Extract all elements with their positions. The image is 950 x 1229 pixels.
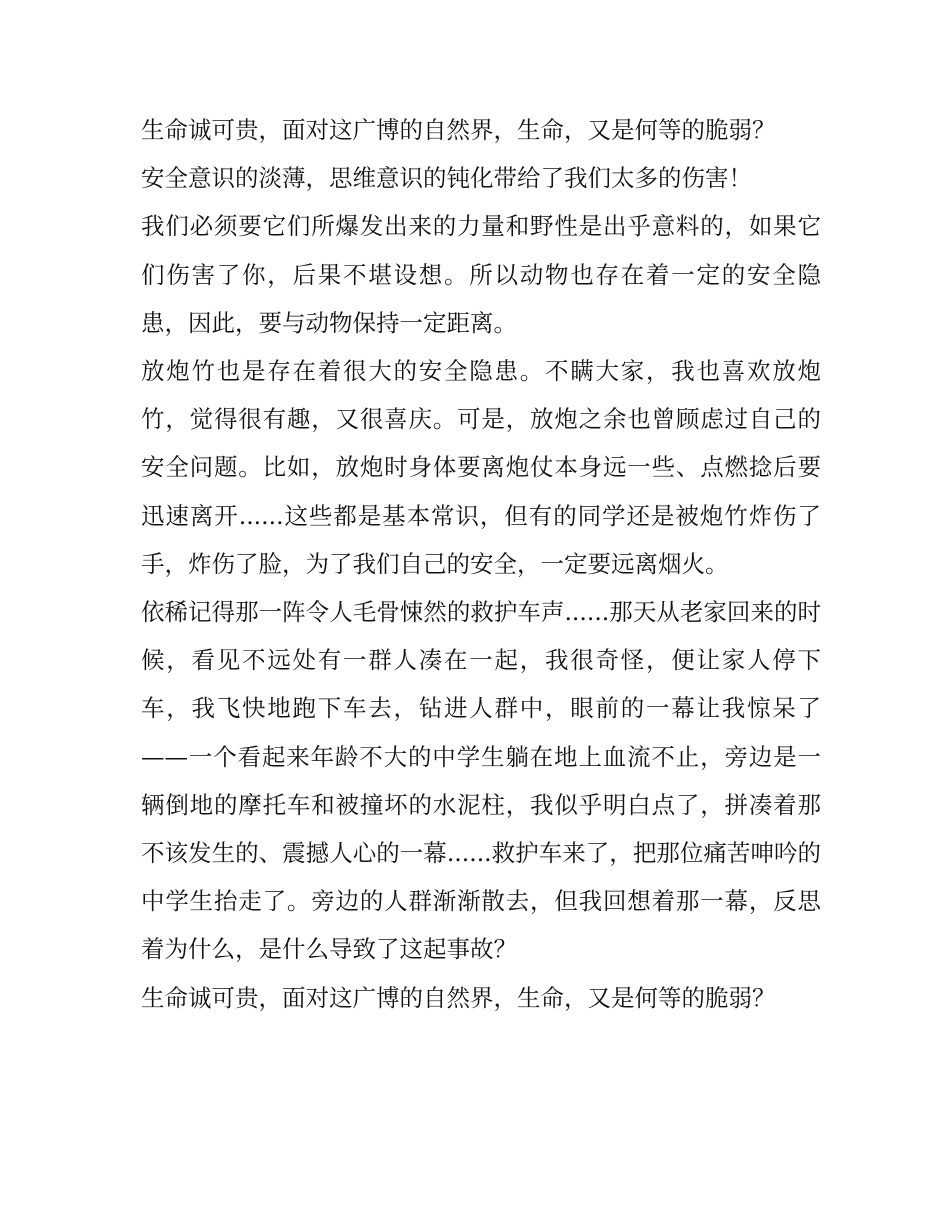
document-body: [141, 106, 821, 1022]
paragraph-life-fragile: 生命诚可贵，面对这广博的自然界，生命，又是何等的脆弱？: [141, 116, 776, 144]
paragraph-life-fragile-closing: 生命诚可贵，面对这广博的自然界，生命，又是何等的脆弱？: [141, 983, 776, 1012]
paragraph-animal-danger: 我们必须要它们所爆发出来的力量和野性是出乎意料的，如果它们伤害了你，后果不堪设想。所以动物也存在着一定的安全隐患，因此，要与动物保持一定距离。: [141, 212, 821, 337]
paragraph-safety-awareness: 安全意识的淡薄，思维意识的钝化带给了我们太多的伤害！: [141, 164, 752, 193]
paragraph-firecracker-danger: 放炮竹也是存在着很大的安全隐患。不瞒大家，我也喜欢放炮竹，觉得很有趣，又很喜庆。可是，放炮之余也曾顾虑过自己的安全问题。比如，放炮时身体要离炮仗本身远一些、点燃捻后要迅速离开......这些都是基本常识，但有的同学还是被炮竹炸伤了手，炸伤了脸，为了我们自己的安全，一定要远离烟火。: [141, 357, 821, 578]
paragraph-accident-memory: 依稀记得那一阵令人毛骨悚然的救护车声......那天从老家回来的时候，看见不远处有一群人凑在一起，我很奇怪，便让家人停下车，我飞快地跑下车去，钻进人群中，眼前的一幕让我惊呆了——一个看起来年龄不大的中学生躺在地上血流不止，旁边是一辆倒地的摩托车和被撞坏的水泥柱，我似乎明白点了，拼凑着那不该发生的、震撼人心的一幕......救护车来了，把那位痛苦呻吟的中学生抬走了。旁边的人群渐渐散去，但我回想着那一幕，反思着为什么，是什么导致了这起事故？: [141, 598, 821, 964]
